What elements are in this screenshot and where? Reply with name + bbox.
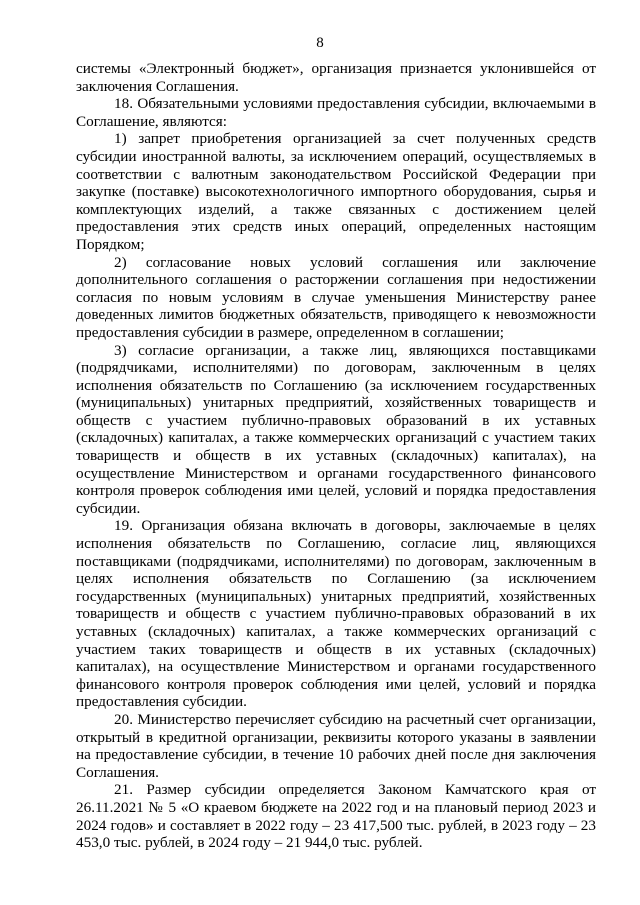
paragraph-18-item-2: 2) согласование новых условий соглашения или заключение дополнительного соглашения о расторжении соглашения при недостижении согласия по новым условиям в случае уменьшения Министерству ранее доведенных лимитов бюджетных обязательств, приводящего к невозможности предоставления субсидии в размере, определенном в соглашении; — [76, 253, 596, 341]
paragraph-21: 21. Размер субсидии определяется Законом Камчатского края от 26.11.2021 № 5 «О краевом бюджете на 2022 год и на плановый период 2023 и 2024 годов» и составляет в 2022 году – 23 417,500 тыс. рублей, в 2023 году – 23 453,0 тыс. рублей, в 2024 году – 21 944,0 тыс. рублей. — [76, 781, 596, 852]
paragraph-18-item-1: 1) запрет приобретения организацией за счет полученных средств субсидии иностранной валюты, за исключением операций, осуществляемых в соответствии с валютным законодательством Российской Федерации при закупке (поставке) высокотехнологичного импортного оборудования, сырья и комплектующих изделий, а также связанных с достижением целей предоставления этих средств иных операций, определенных настоящим Порядком; — [76, 130, 596, 253]
document-body — [76, 60, 596, 852]
paragraph-20: 20. Министерство перечисляет субсидию на расчетный счет организации, открытый в кредитной организации, реквизиты которого указаны в заявлении на предоставление субсидии, в течение 10 рабочих дней после дня заключения Соглашения. — [76, 710, 596, 781]
page-number: 8 — [316, 35, 324, 51]
paragraph-continuation: системы «Электронный бюджет», организация признается уклонившейся от заключения Соглашения. — [76, 60, 596, 95]
paragraph-18-item-3: 3) согласие организации, а также лиц, являющихся поставщиками (подрядчиками, исполнителями) по договорам, заключенным в целях исполнения обязательств по Соглашению (за исключением государственных (муниципальных) унитарных предприятий, хозяйственных товариществ и обществ с участием публично-правовых образований в их уставных (складочных) капиталах, а также коммерческих организаций с участием таких товариществ и обществ в их уставных (складочных) капиталах), на осуществление Министерством и органами государственного финансового контроля проверок соблюдения ими целей, условий и порядка предоставления субсидии. — [76, 341, 596, 517]
paragraph-19: 19. Организация обязана включать в договоры, заключаемые в целях исполнения обязательств по Соглашению, согласие лиц, являющихся поставщиками (подрядчиками, исполнителями) по договорам, заключенным в целях исполнения обязательств по Соглашению (за исключением государственных (муниципальных) унитарных предприятий, хозяйственных товариществ и обществ с участием публично-правовых образований в их уставных (складочных) капиталах, а также коммерческих организаций с участием таких товариществ и обществ в их уставных (складочных) капиталах), на осуществление Министерством и органами государственного финансового контроля проверок соблюдения ими целей, условий и порядка предоставления субсидии. — [76, 517, 596, 711]
paragraph-18: 18. Обязательными условиями предоставления субсидии, включаемыми в Соглашение, являются: — [76, 95, 596, 130]
